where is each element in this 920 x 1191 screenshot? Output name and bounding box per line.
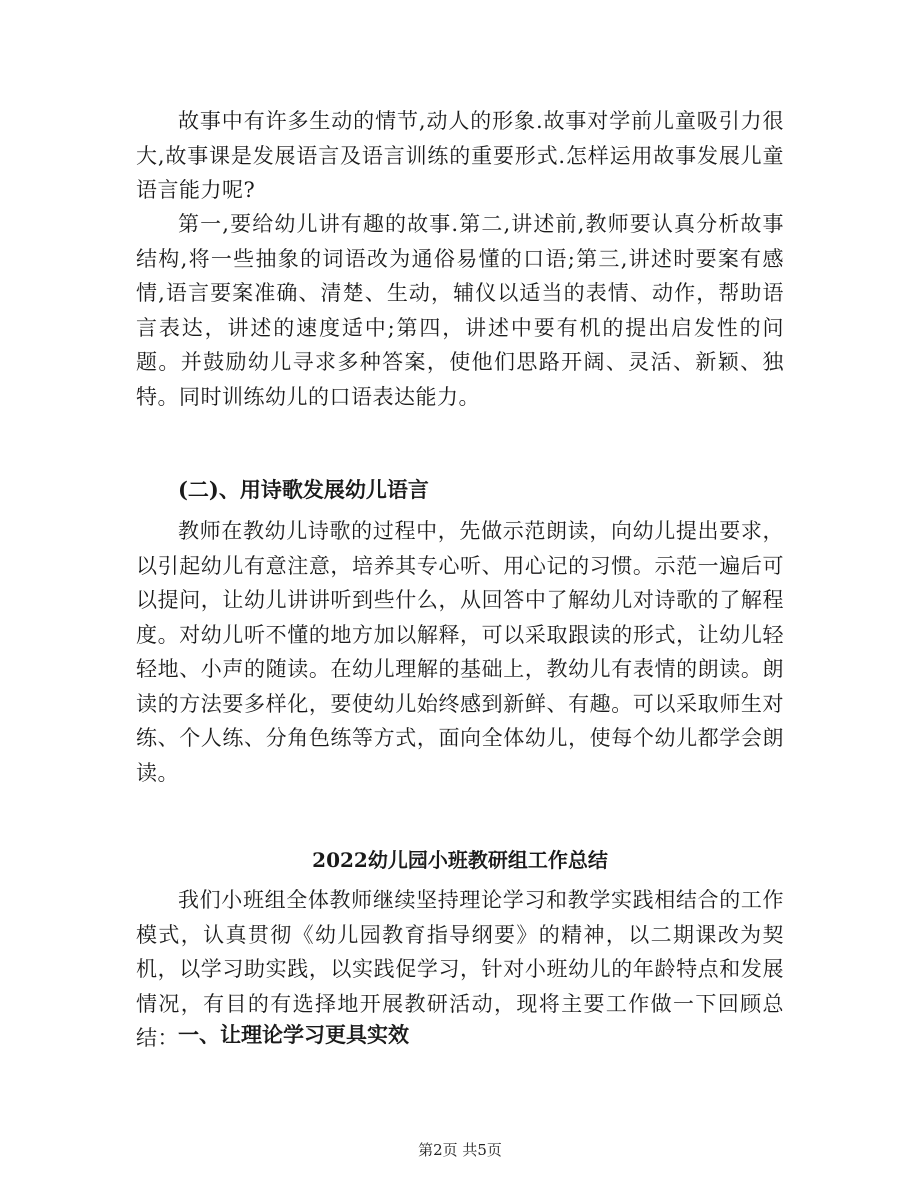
story-steps-paragraph: 第一,要给幼儿讲有趣的故事.第二,讲述前,教师要认真分析故事结构,将一些抽象的词语改为通俗易懂的口语;第三,讲述时要案有感情,语言要案准确、清楚、生动，辅仪以适当的表情、动作，帮助语言表达，讲述的速度适中;第四，讲述中要有机的提出启发性的问题。并鼓励幼儿寻求多种答案，使他们思路开阔、灵活、新颖、独特。同时训练幼儿的口语表达能力。 bbox=[136, 212, 784, 409]
article-title: 2022幼儿园小班教研组工作总结 bbox=[312, 848, 608, 872]
page-footer: 第2页 共5页 bbox=[418, 1141, 502, 1159]
theory-section-heading: 一、让理论学习更具实效 bbox=[178, 1022, 409, 1047]
poetry-section-heading: (二)、用诗歌发展幼儿语言 bbox=[178, 477, 429, 502]
story-intro-paragraph: 故事中有许多生动的情节,动人的形象.故事对学前儿童吸引力很大,故事课是发展语言及语言训练的重要形式.怎样运用故事发展儿童语言能力呢? bbox=[136, 109, 784, 202]
summary-intro-paragraph: 我们小班组全体教师继续坚持理论学习和教学实践相结合的工作模式，认真贯彻《幼儿园教育指导纲要》的精神，以二期课改为契机，以学习助实践，以实践促学习，针对小班幼儿的年龄特点和发展情况，有目的有选择地开展教研活动，现将主要工作做一下回顾总结： bbox=[136, 888, 784, 1050]
poetry-paragraph: 教师在教幼儿诗歌的过程中，先做示范朗读，向幼儿提出要求，以引起幼儿有意注意，培养其专心听、用心记的习惯。示范一遍后可以提问，让幼儿讲讲听到些什么，从回答中了解幼儿对诗歌的了解程度。对幼儿听不懂的地方加以解释，可以采取跟读的形式，让幼儿轻轻地、小声的随读。在幼儿理解的基础上，教幼儿有表情的朗读。朗读的方法要多样化，要使幼儿始终感到新鲜、有趣。可以采取师生对练、个人练、分角色练等方式，面向全体幼儿，使每个幼儿都学会朗读。 bbox=[136, 519, 784, 785]
